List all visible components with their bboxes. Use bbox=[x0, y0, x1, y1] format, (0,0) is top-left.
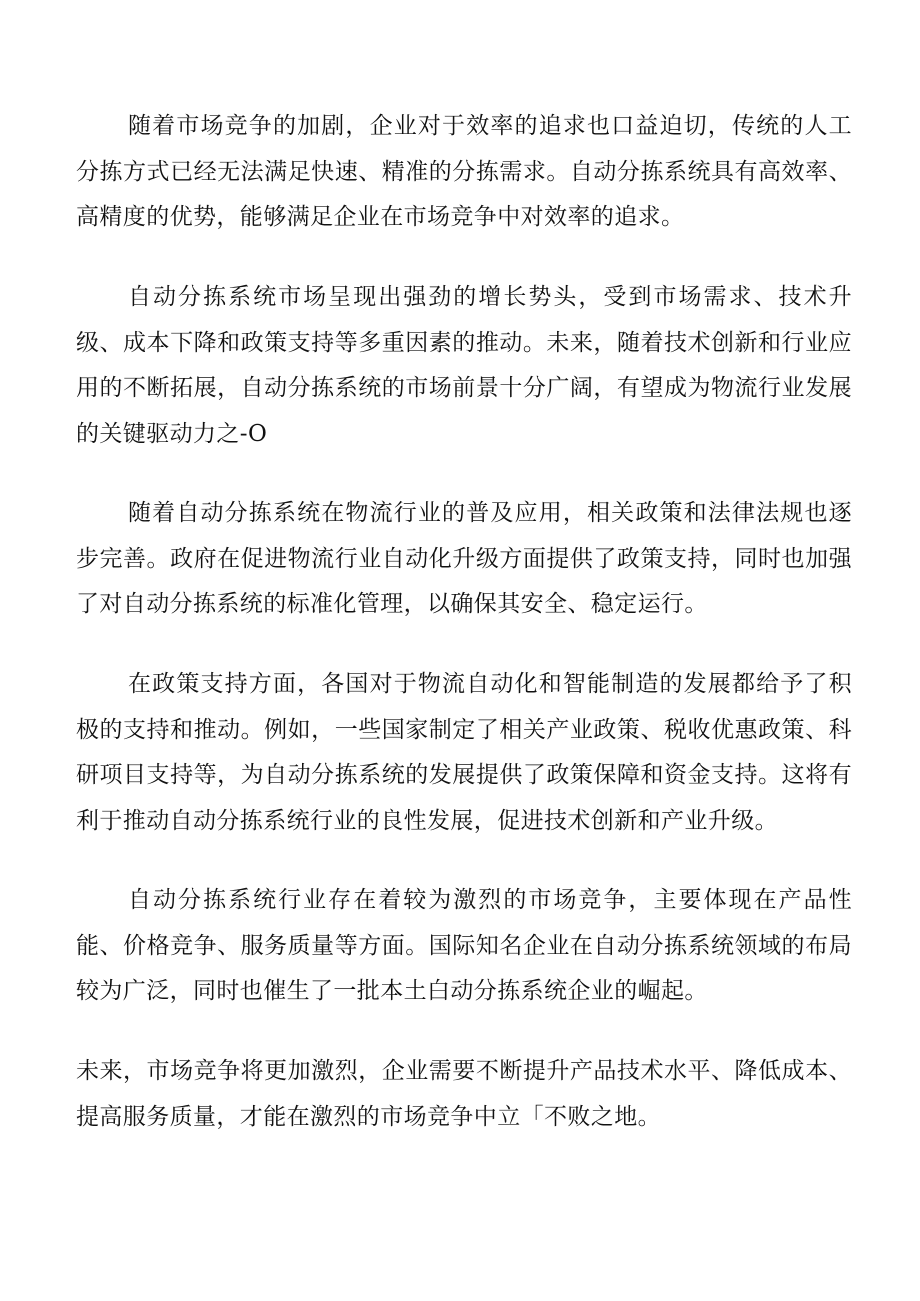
paragraph-3: 随着自动分拣系统在物流行业的普及应用，相关政策和法律法规也逐步完善。政府在促进物流行业自动化升级方面提供了政策支持，同时也加强了对自动分拣系统的标准化管理，以确保其安全、稳定运行。 bbox=[76, 500, 852, 617]
paragraph-4: 在政策支持方面，各国对于物流自动化和智能制造的发展都给予了积极的支持和推动。例如，一些国家制定了相关产业政策、税收优惠政策、科研项目支持等，为自动分拣系统的发展提供了政策保障和资金支持。这将有利于推动自动分拣系统行业的良性发展，促进技术创新和产业升级。 bbox=[76, 671, 852, 834]
paragraph-2: 自动分拣系统市场呈现出强劲的增长势头，受到市场需求、技术升级、成本下降和政策支持等多重因素的推动。未来，随着技术创新和行业应用的不断拓展，自动分拣系统的市场前景十分广阔，有望成为物流行业发展的关键驱动力之-O bbox=[76, 284, 852, 447]
paragraph-5: 自动分拣系统行业存在着较为激烈的市场竞争，主要体现在产品性能、价格竞争、服务质量等方面。国际知名企业在自动分拣系统领域的布局较为广泛，同时也催生了一批本土白动分拣系统企业的崛起。 bbox=[76, 887, 852, 1004]
paragraph-6: 未来，市场竞争将更加激烈，企业需要不断提升产品技术水平、降低成本、提高服务质量，才能在激烈的市场竞争中立「不败之地。 bbox=[76, 1058, 852, 1130]
paragraph-1: 随着市场竞争的加剧，企业对于效率的追求也口益迫切，传统的人工分拣方式已经无法满足快速、精准的分拣需求。自动分拣系统具有高效率、高精度的优势，能够满足企业在市场竞争中对效率的追求。 bbox=[76, 113, 852, 230]
